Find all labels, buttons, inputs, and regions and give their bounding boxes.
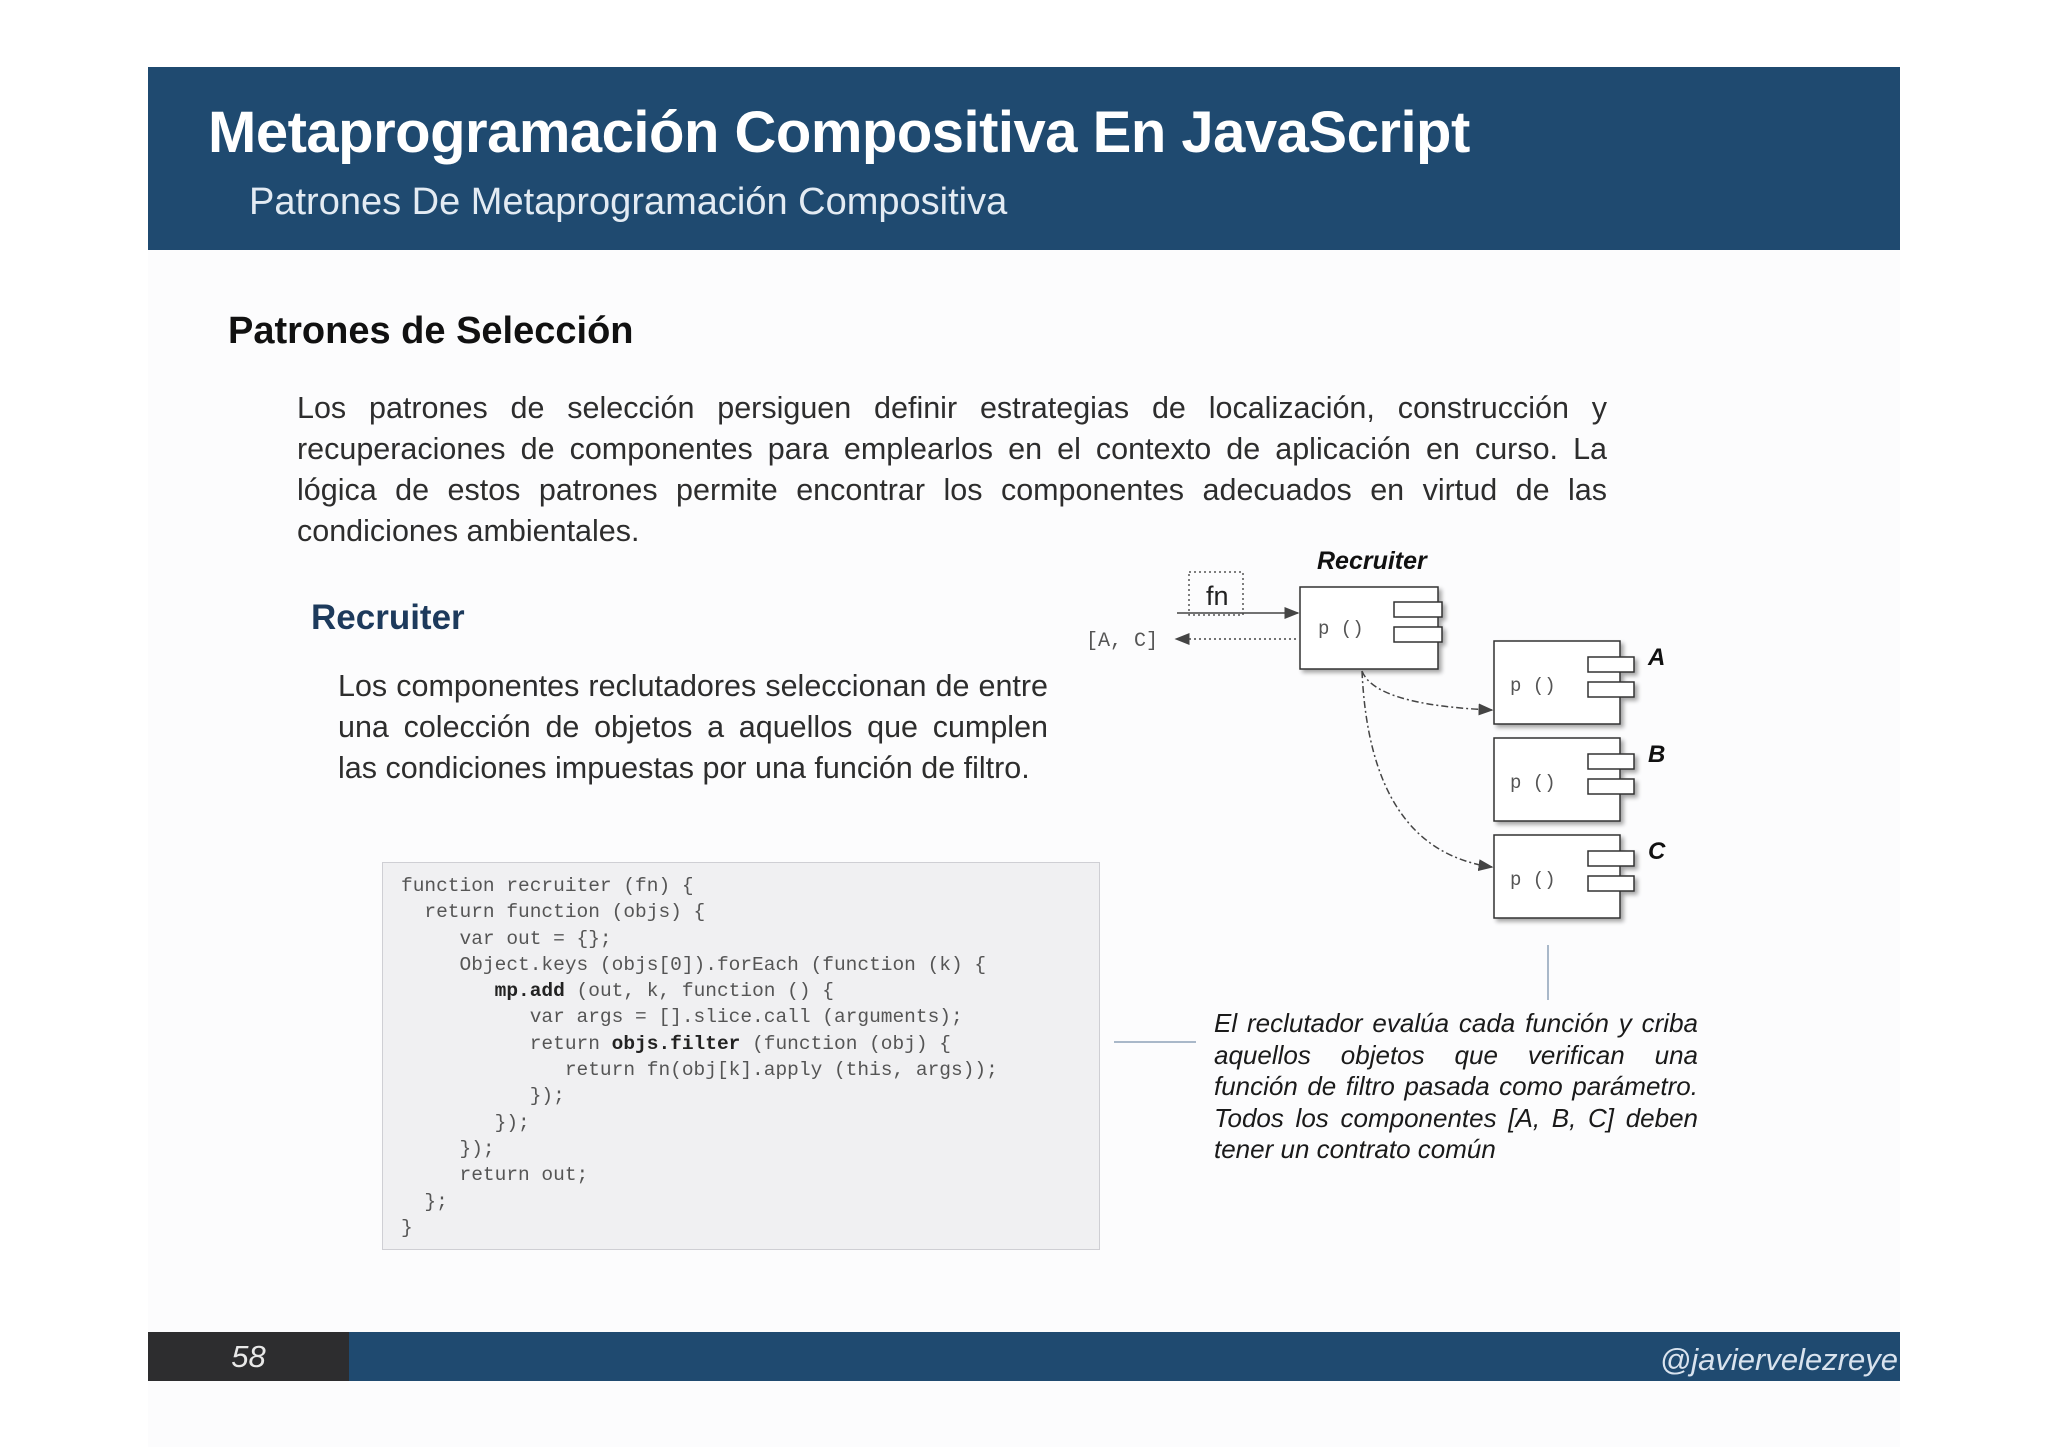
result-label: [A, C] [1086, 630, 1159, 653]
section-title: Patrones de Selección [228, 310, 634, 352]
slide-subtitle: Patrones De Metaprogramación Compositiva [249, 181, 1008, 223]
component-c-method: p () [1510, 869, 1556, 891]
code-line: return objs.filter (function (obj) { [401, 1032, 952, 1055]
component-a-method: p () [1510, 675, 1556, 697]
page-number: 58 [148, 1332, 349, 1381]
component-b-label: B [1648, 741, 1666, 768]
code-line: Object.keys (objs[0]).forEach (function (k) { [401, 953, 987, 976]
code-line: var out = {}; [401, 927, 612, 950]
author-handle: @javiervelezreye [1659, 1342, 1898, 1377]
recruiter-method: p () [1318, 618, 1364, 640]
code-line: } [401, 1216, 413, 1239]
slide-title: Metaprogramación Compositiva En JavaScript [208, 100, 1470, 165]
recruiter-heading: Recruiter [311, 598, 465, 637]
recruiter-diagram [1070, 530, 1670, 950]
slide-header [148, 67, 1900, 250]
slide-footer [148, 1332, 1900, 1381]
link-to-a [1362, 671, 1492, 710]
fn-label: fn [1206, 581, 1229, 611]
code-line: }); [401, 1111, 530, 1134]
code-line: function recruiter (fn) { [401, 875, 694, 897]
diagram-caption: El reclutador evalúa cada función y criba aquellos objetos que verifican una función de filtro pasada como parámetro. Todos los componentes [A, B, C] deben tener un contrato común [1214, 1008, 1698, 1164]
code-line: mp.add (out, k, function () { [494, 980, 834, 1003]
recruiter-description: Los componentes reclutadores seleccionan de entre una colección de objetos a aquellos que cumplen las condiciones impuestas por una función de filtro. [338, 669, 1048, 785]
intro-paragraph: Los patrones de selección persiguen definir estrategias de localización, construcción y recuperaciones de componentes para emplearlos en el contexto de aplicación en curso. La lógica de estos patrones permite encontrar los componentes adecuados en virtud de las condiciones ambientales. [297, 391, 1607, 548]
caption-connector [1114, 1041, 1196, 1043]
code-line: return fn(obj[k].apply (this, args)); [401, 1059, 998, 1082]
component-a-label: A [1648, 644, 1666, 671]
component-b-method: p () [1510, 772, 1556, 794]
code-line: return out; [401, 1164, 589, 1187]
code-line: }); [401, 1137, 495, 1160]
code-line: }); [401, 1085, 565, 1108]
code-line: return function (objs) { [401, 901, 706, 924]
recruiter-label: Recruiter [1317, 547, 1427, 575]
component-c-label: C [1648, 838, 1666, 865]
code-line: var args = [].slice.call (arguments); [401, 1006, 963, 1029]
code-line: }; [401, 1190, 448, 1213]
link-to-c [1362, 671, 1492, 867]
diagram-connector [1547, 945, 1549, 1000]
code-block [382, 862, 1100, 1250]
